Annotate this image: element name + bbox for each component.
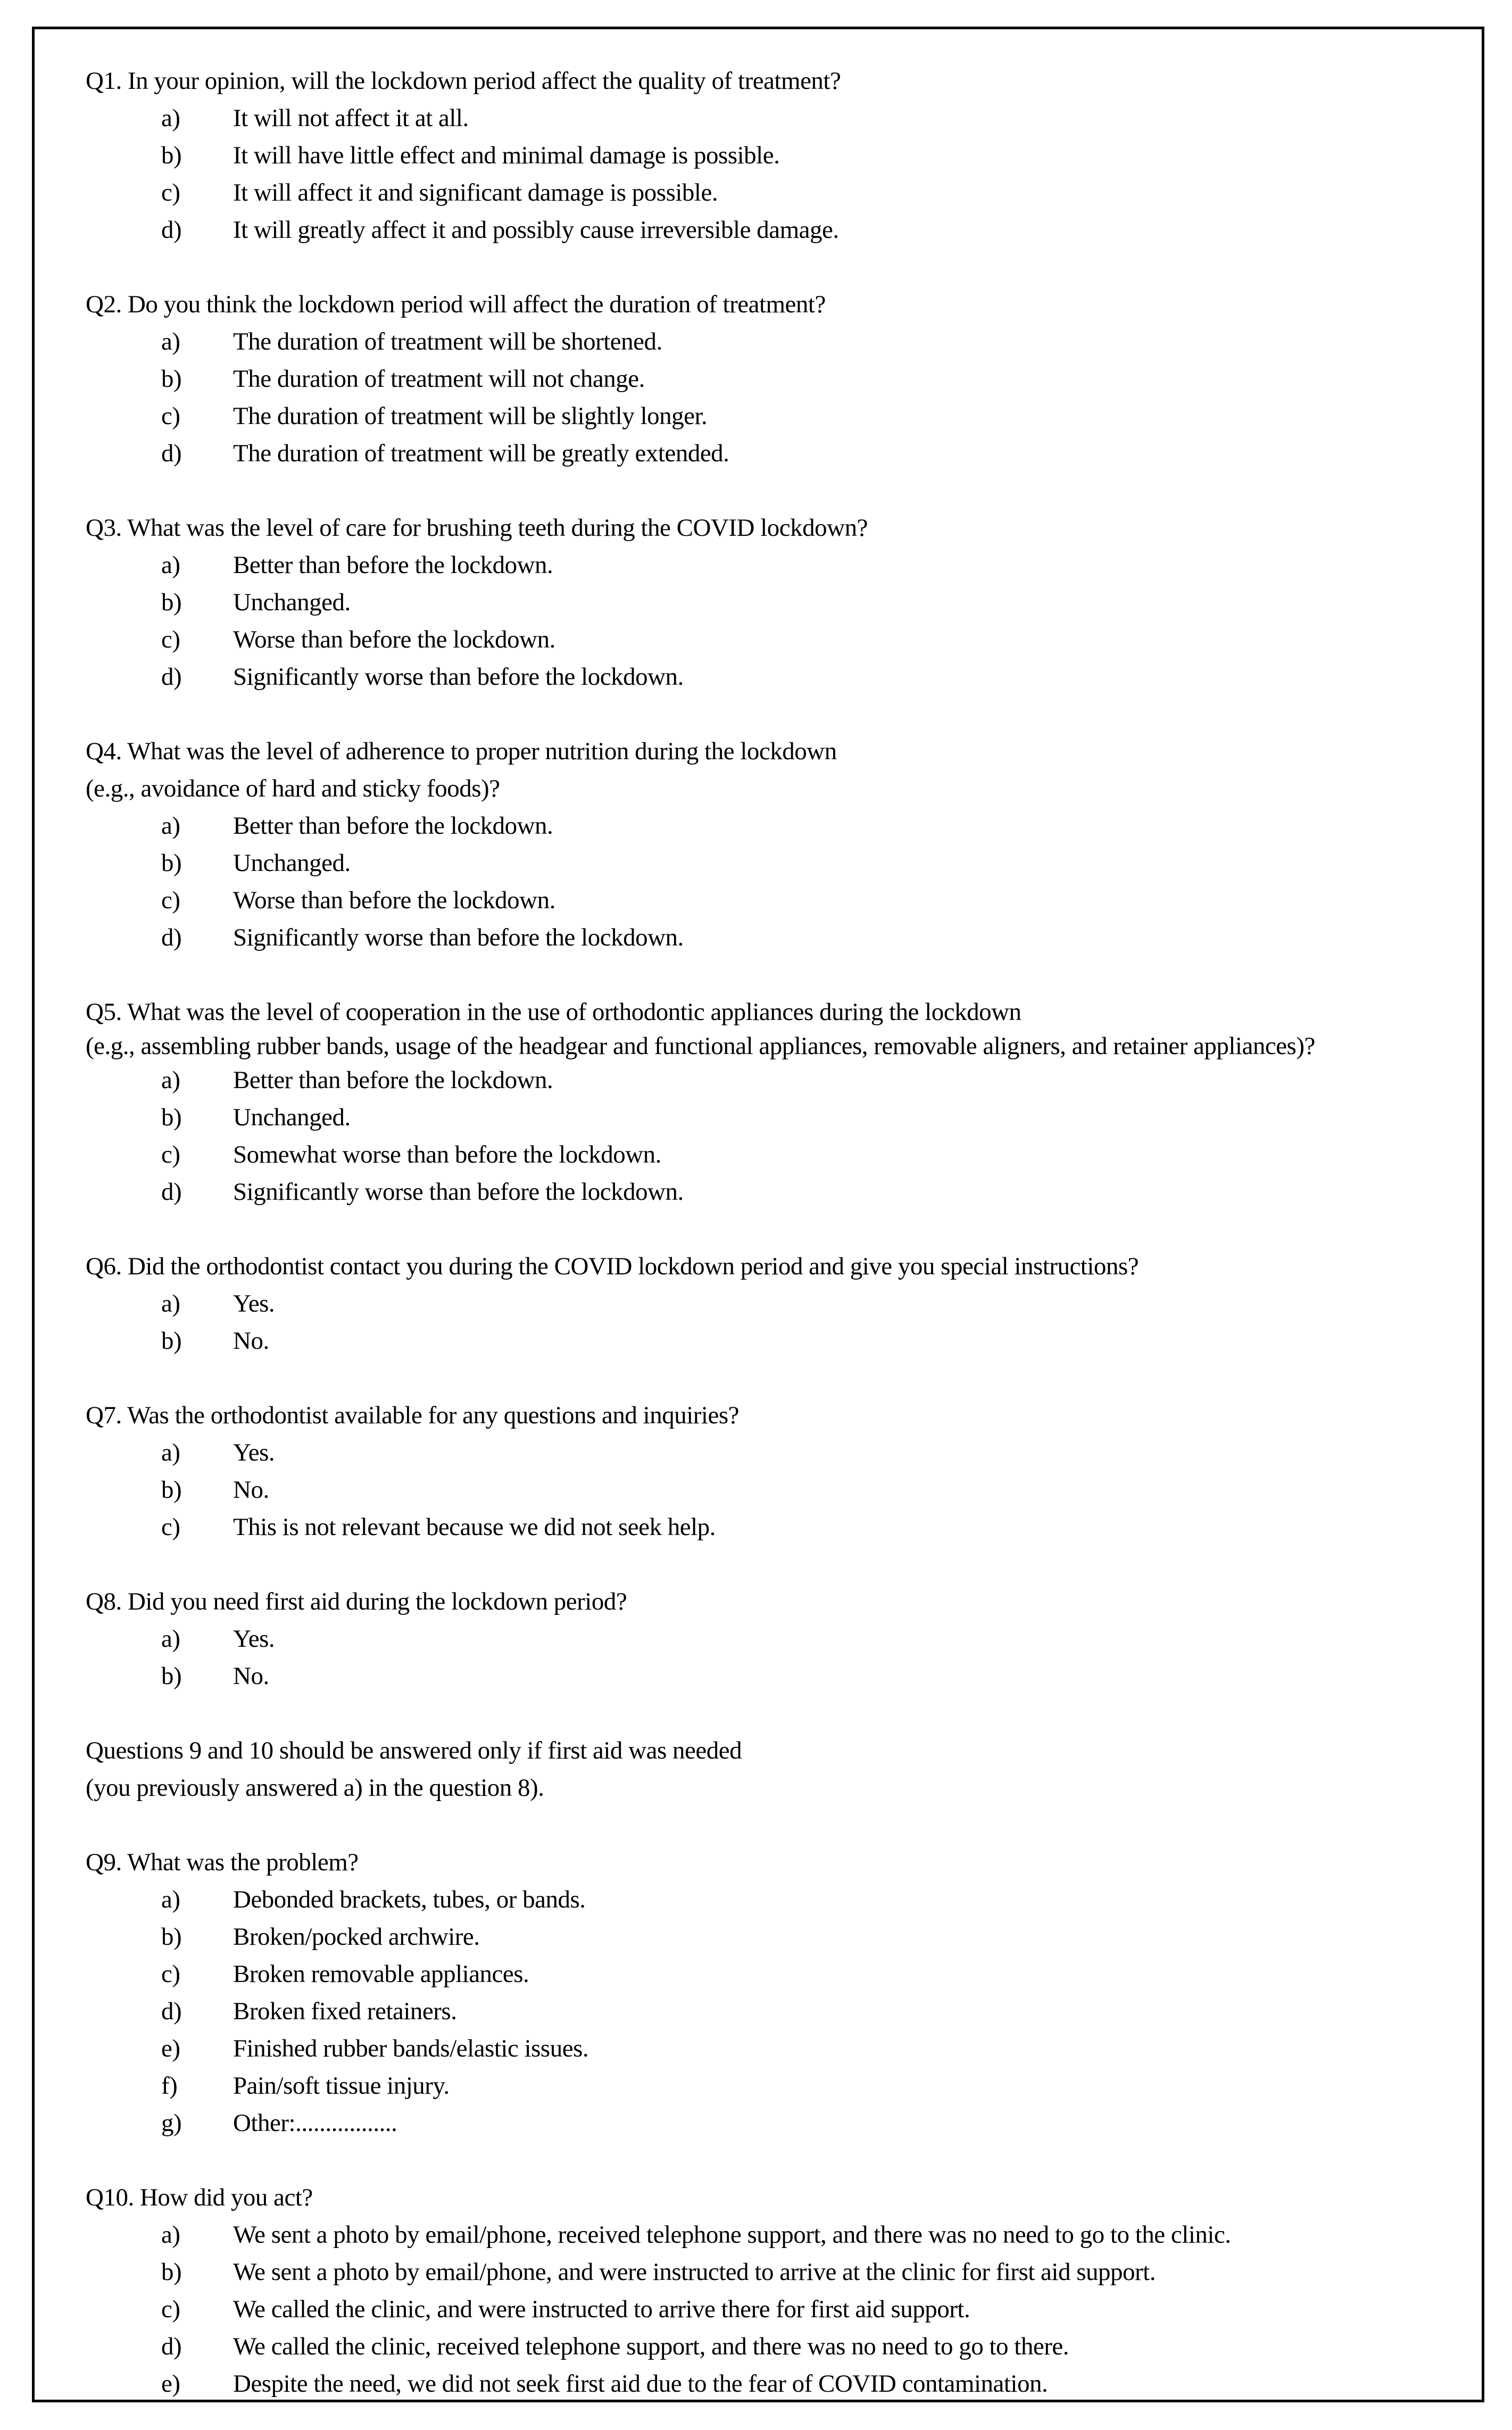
option-letter: b) (161, 1476, 182, 1504)
option-letter: a) (161, 328, 180, 355)
option-a (86, 546, 1460, 584)
option-text: The duration of treatment will be shortened. (233, 328, 662, 355)
option-text: Broken fixed retainers. (233, 1997, 457, 2025)
option-d (86, 211, 1460, 248)
option-letter: a) (161, 2221, 180, 2249)
option-b (86, 1918, 1460, 1955)
option-letter: d) (161, 2333, 182, 2360)
option-letter: d) (161, 1178, 182, 1206)
option-b (86, 844, 1460, 882)
option-d (86, 2328, 1460, 2365)
option-text: This is not relevant because we did not seek help. (233, 1513, 716, 1541)
note-line-2: (you previously answered a) in the question 8). (86, 1774, 544, 1802)
option-c (86, 882, 1460, 919)
first-aid-note (86, 1732, 1460, 1806)
option-a (86, 1434, 1460, 1471)
option-letter: c) (161, 1141, 180, 1168)
option-letter: a) (161, 551, 180, 579)
question-subtitle: (e.g., assembling rubber bands, usage of the headgear and functional appliances, removable aligners, and retainer appliances)? (86, 1032, 1315, 1060)
option-letter: b) (161, 365, 182, 393)
option-text: Despite the need, we did not seek first aid due to the fear of COVID contamination. (233, 2370, 1048, 2398)
option-d (86, 658, 1460, 695)
option-letter: d) (161, 439, 182, 467)
option-c (86, 174, 1460, 211)
option-letter: c) (161, 1513, 180, 1541)
option-letter: c) (161, 402, 180, 430)
question-title: Q8. Did you need first aid during the lockdown period? (86, 1588, 627, 1615)
option-letter: e) (161, 2370, 180, 2398)
option-text: Unchanged. (233, 588, 351, 616)
option-a (86, 1061, 1460, 1099)
option-a (86, 1881, 1460, 1918)
option-text: The duration of treatment will be slightly longer. (233, 402, 708, 430)
option-c (86, 621, 1460, 658)
option-letter: g) (161, 2109, 182, 2137)
option-c (86, 1508, 1460, 1546)
question-title: Q10. How did you act? (86, 2184, 313, 2211)
option-text: The duration of treatment will be greatly extended. (233, 439, 729, 467)
option-b (86, 1657, 1460, 1695)
option-text: No. (233, 1327, 269, 1355)
option-letter: b) (161, 1104, 182, 1131)
option-letter: d) (161, 924, 182, 951)
question-2 (86, 286, 1460, 472)
option-b (86, 1322, 1460, 1359)
option-c (86, 397, 1460, 435)
option-text: We called the clinic, and were instructed to arrive there for first aid support. (233, 2295, 970, 2323)
option-g (86, 2104, 1460, 2142)
option-letter: a) (161, 1066, 180, 1094)
option-b (86, 2253, 1460, 2291)
option-text: We sent a photo by email/phone, received telephone support, and there was no need to go to the clinic. (233, 2221, 1231, 2249)
option-text: Significantly worse than before the lockdown. (233, 663, 684, 691)
option-d (86, 919, 1460, 956)
option-a (86, 807, 1460, 844)
option-text: It will not affect it at all. (233, 104, 469, 132)
questionnaire-frame (32, 27, 1484, 2402)
option-text: We sent a photo by email/phone, and were instructed to arrive at the clinic for first aid support. (233, 2258, 1156, 2286)
option-text: Debonded brackets, tubes, or bands. (233, 1886, 586, 1913)
option-letter: c) (161, 2295, 180, 2323)
option-letter: b) (161, 142, 182, 169)
option-letter: b) (161, 1662, 182, 1690)
option-text: Pain/soft tissue injury. (233, 2072, 450, 2100)
option-letter: e) (161, 2035, 180, 2062)
option-letter: b) (161, 1327, 182, 1355)
option-text: Significantly worse than before the lockdown. (233, 924, 684, 951)
option-text: Other:................. (233, 2109, 397, 2137)
question-8 (86, 1583, 1460, 1695)
question-title: Q4. What was the level of adherence to proper nutrition during the lockdown (86, 737, 837, 765)
option-text: No. (233, 1662, 269, 1690)
question-title: Q7. Was the orthodontist available for any questions and inquiries? (86, 1401, 739, 1429)
option-letter: d) (161, 663, 182, 691)
option-text: Worse than before the lockdown. (233, 626, 555, 653)
option-b (86, 1471, 1460, 1508)
option-text: Finished rubber bands/elastic issues. (233, 2035, 589, 2062)
option-text: Significantly worse than before the lockdown. (233, 1178, 684, 1206)
option-text: Yes. (233, 1290, 275, 1317)
option-text: Better than before the lockdown. (233, 551, 553, 579)
option-text: Unchanged. (233, 1104, 351, 1131)
question-9 (86, 1844, 1460, 2142)
option-letter: a) (161, 104, 180, 132)
question-1 (86, 62, 1460, 248)
option-letter: a) (161, 1625, 180, 1653)
option-c (86, 1136, 1460, 1173)
option-text: It will have little effect and minimal damage is possible. (233, 142, 780, 169)
option-d (86, 1173, 1460, 1210)
questionnaire-content (86, 62, 1460, 2402)
option-text: The duration of treatment will not change. (233, 365, 645, 393)
option-a (86, 323, 1460, 360)
option-letter: c) (161, 179, 180, 206)
option-text: Broken/pocked archwire. (233, 1923, 480, 1951)
option-e (86, 2365, 1460, 2402)
option-letter: c) (161, 626, 180, 653)
option-b (86, 360, 1460, 397)
option-f (86, 2067, 1460, 2104)
question-7 (86, 1397, 1460, 1546)
option-letter: c) (161, 886, 180, 914)
option-b (86, 137, 1460, 174)
option-text: Unchanged. (233, 849, 351, 877)
option-text: Better than before the lockdown. (233, 812, 553, 840)
option-b (86, 584, 1460, 621)
option-a (86, 99, 1460, 137)
option-letter: a) (161, 1886, 180, 1913)
option-c (86, 2291, 1460, 2328)
option-text: No. (233, 1476, 269, 1504)
question-subtitle: (e.g., avoidance of hard and sticky foods)? (86, 775, 500, 802)
question-title: Q3. What was the level of care for brushing teeth during the COVID lockdown? (86, 514, 868, 542)
option-e (86, 2030, 1460, 2067)
option-letter: a) (161, 812, 180, 840)
question-title: Q6. Did the orthodontist contact you during the COVID lockdown period and give you special instructions? (86, 1253, 1139, 1280)
option-text: Yes. (233, 1439, 275, 1466)
option-text: Better than before the lockdown. (233, 1066, 553, 1094)
option-text: We called the clinic, received telephone support, and there was no need to go to there. (233, 2333, 1069, 2360)
option-letter: b) (161, 588, 182, 616)
option-letter: c) (161, 1960, 180, 1988)
option-text: Somewhat worse than before the lockdown. (233, 1141, 661, 1168)
question-6 (86, 1248, 1460, 1359)
option-letter: a) (161, 1290, 180, 1317)
option-letter: b) (161, 1923, 182, 1951)
option-text: Worse than before the lockdown. (233, 886, 555, 914)
option-letter: f) (161, 2072, 178, 2100)
question-5 (86, 993, 1460, 1210)
option-text: It will affect it and significant damage is possible. (233, 179, 718, 206)
question-title: Q5. What was the level of cooperation in the use of orthodontic appliances during the lockdown (86, 998, 1021, 1026)
option-a (86, 2216, 1460, 2253)
note-line-1: Questions 9 and 10 should be answered only if first aid was needed (86, 1737, 742, 1764)
option-letter: d) (161, 216, 182, 244)
question-title: Q1. In your opinion, will the lockdown period affect the quality of treatment? (86, 67, 841, 95)
option-text: Broken removable appliances. (233, 1960, 529, 1988)
option-d (86, 435, 1460, 472)
option-a (86, 1620, 1460, 1657)
option-letter: b) (161, 2258, 182, 2286)
option-letter: a) (161, 1439, 180, 1466)
question-title: Q2. Do you think the lockdown period will affect the duration of treatment? (86, 291, 826, 318)
question-10 (86, 2179, 1460, 2402)
option-text: It will greatly affect it and possibly cause irreversible damage. (233, 216, 839, 244)
option-letter: b) (161, 849, 182, 877)
option-a (86, 1285, 1460, 1322)
question-title: Q9. What was the problem? (86, 1848, 359, 1876)
option-letter: d) (161, 1997, 182, 2025)
question-4 (86, 733, 1460, 956)
option-b (86, 1099, 1460, 1136)
option-text: Yes. (233, 1625, 275, 1653)
question-3 (86, 509, 1460, 695)
option-c (86, 1955, 1460, 1993)
option-d (86, 1993, 1460, 2030)
